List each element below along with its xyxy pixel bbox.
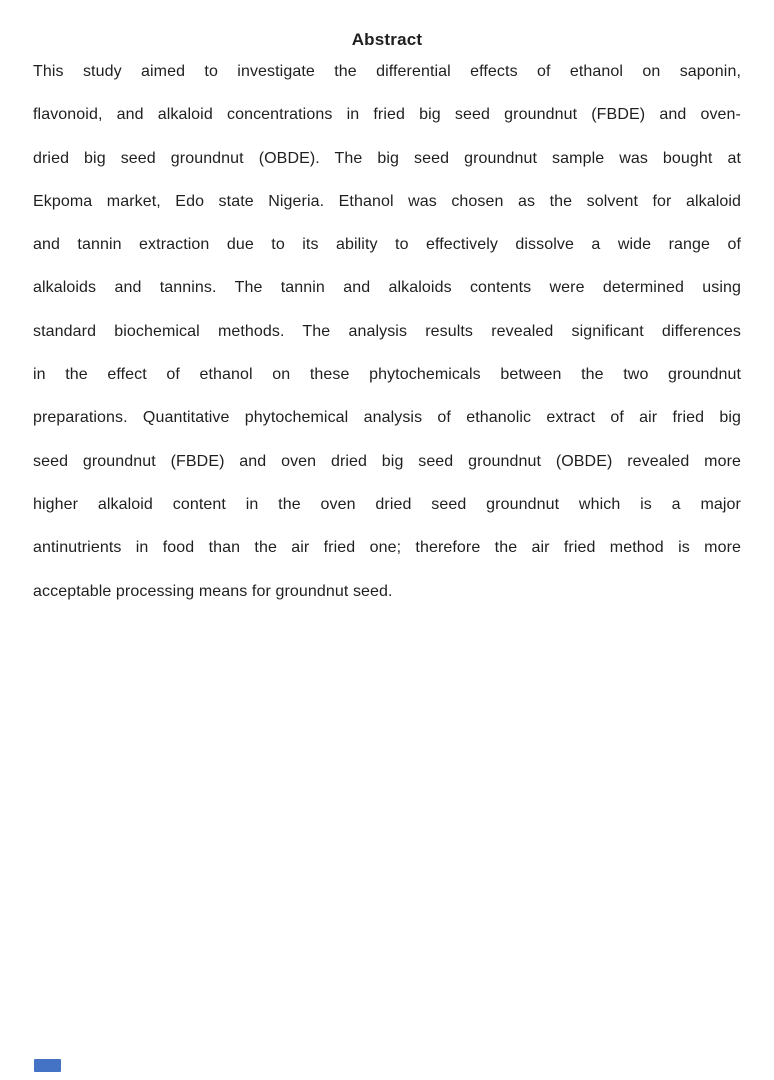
abstract-line: preparations. Quantitative phytochemical analysis of ethanolic extract of air fried big bbox=[33, 409, 741, 427]
abstract-line: Ekpoma market, Edo state Nigeria. Ethanol was chosen as the solvent for alkaloid bbox=[33, 192, 741, 210]
abstract-line: acceptable processing means for groundnut seed. bbox=[33, 582, 393, 600]
abstract-heading: Abstract bbox=[351, 30, 423, 49]
abstract-line: antinutrients in food than the air fried one; therefore the air fried method is more bbox=[33, 539, 741, 557]
abstract-line: flavonoid, and alkaloid concentrations in fried big seed groundnut (FBDE) and oven- bbox=[33, 106, 741, 124]
abstract-paragraph bbox=[33, 50, 741, 613]
abstract-line: dried big seed groundnut (OBDE). The big seed groundnut sample was bought at bbox=[33, 149, 741, 167]
abstract-line: seed groundnut (FBDE) and oven dried big seed groundnut (OBDE) revealed more bbox=[33, 452, 741, 470]
blue-cursor-marker bbox=[34, 1059, 61, 1072]
abstract-line: standard biochemical methods. The analysis results revealed significant differences bbox=[33, 322, 741, 340]
abstract-line: This study aimed to investigate the differential effects of ethanol on saponin, bbox=[33, 63, 741, 80]
abstract-line: alkaloids and tannins. The tannin and alkaloids contents were determined using bbox=[33, 279, 741, 297]
abstract-line: in the effect of ethanol on these phytochemicals between the two groundnut bbox=[33, 366, 741, 384]
abstract-line: higher alkaloid content in the oven dried seed groundnut which is a major bbox=[33, 495, 741, 513]
abstract-line: and tannin extraction due to its ability to effectively dissolve a wide range of bbox=[33, 236, 741, 254]
